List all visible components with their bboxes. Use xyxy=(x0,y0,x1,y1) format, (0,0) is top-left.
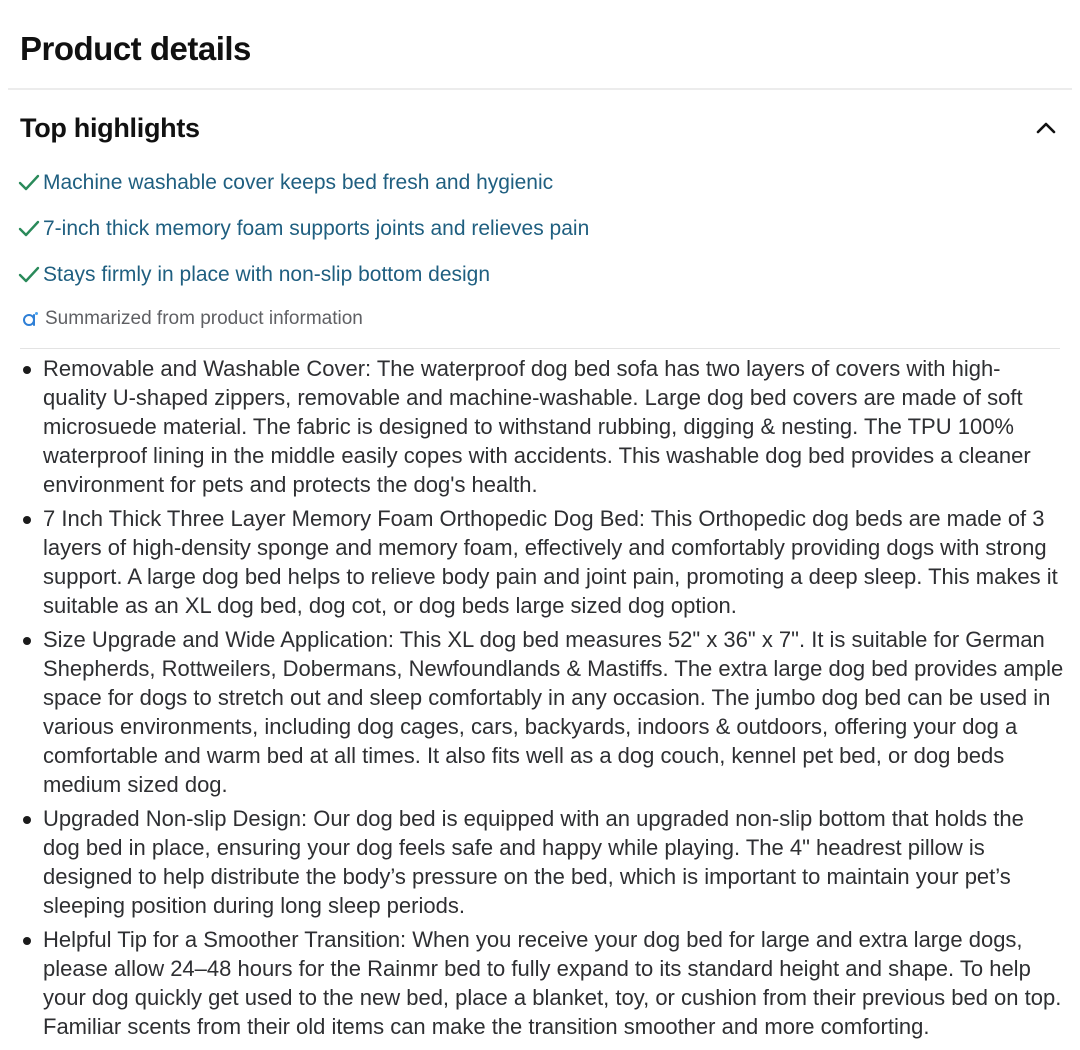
highlight-item xyxy=(18,260,589,290)
product-details-list xyxy=(0,354,1064,1046)
title-divider xyxy=(8,88,1072,90)
top-highlights-toggle[interactable] xyxy=(20,108,1060,148)
highlight-text: 7-inch thick memory foam supports joints and relieves pain xyxy=(43,217,590,240)
chevron-up-icon[interactable] xyxy=(1036,118,1056,138)
highlights-list xyxy=(18,168,589,306)
bullet-icon xyxy=(23,366,31,374)
ai-sparkle-icon xyxy=(20,309,40,329)
check-icon xyxy=(18,172,40,194)
detail-item xyxy=(0,804,1064,920)
check-icon xyxy=(18,264,40,286)
detail-text: Helpful Tip for a Smoother Transition: When you receive your dog bed for large and extra large dogs, please allow 24–48 hours for the Rainmr bed to fully expand to its standard height and shape. To help your dog quickly get used to the new bed, place a blanket, toy, or cushion from their previous bed on top. Familiar scents from their old items can make the transition smoother and more comforting. xyxy=(43,927,1062,1039)
detail-item xyxy=(0,625,1064,799)
detail-text: 7 Inch Thick Three Layer Memory Foam Orthopedic Dog Bed: This Orthopedic dog beds are made of 3 layers of high-density sponge and memory foam, effectively and comfortably providing dogs with strong support. A large dog bed helps to relieve body pain and joint pain, promoting a deep sleep. This makes it suitable as an XL dog bed, dog cot, or dog beds large sized dog option. xyxy=(43,506,1058,618)
detail-text: Size Upgrade and Wide Application: This XL dog bed measures 52" x 36" x 7". It is suitable for German Shepherds, Rottweilers, Dobermans, Newfoundlands & Mastiffs. The extra large dog bed provides ample space for dogs to stretch out and sleep comfortably in any occasion. The jumbo dog bed can be used in various environments, including dog cages, cars, backyards, indoors & outdoors, offering your dog a comfortable and warm bed at all times. It also fits well as a dog couch, kennel pet bed, or dog beds medium sized dog. xyxy=(43,627,1064,797)
bullet-icon xyxy=(23,816,31,824)
detail-item xyxy=(0,354,1064,499)
section-divider xyxy=(20,348,1060,349)
bullet-icon xyxy=(23,516,31,524)
summary-text: Summarized from product information xyxy=(45,308,363,329)
bullet-icon xyxy=(23,937,31,945)
summary-note xyxy=(20,305,363,333)
page-title: Product details xyxy=(20,30,251,67)
detail-text: Upgraded Non-slip Design: Our dog bed is equipped with an upgraded non-slip bottom that holds the dog bed in place, ensuring your dog feels safe and happy while playing. The 4" headrest pillow is designed to help distribute the body’s pressure on the bed, which is important to maintain your pet’s sleeping position during long sleep periods. xyxy=(43,806,1024,918)
highlight-text: Stays firmly in place with non-slip bottom design xyxy=(43,263,491,286)
check-icon xyxy=(18,218,40,240)
highlight-item xyxy=(18,168,589,198)
detail-item xyxy=(0,925,1064,1041)
highlight-text: Machine washable cover keeps bed fresh and hygienic xyxy=(43,171,554,194)
detail-item xyxy=(0,504,1064,620)
detail-text: Removable and Washable Cover: The waterproof dog bed sofa has two layers of covers with high-quality U-shaped zippers, removable and machine-washable. Large dog bed covers are made of soft microsuede material. The fabric is designed to withstand rubbing, digging & nesting. The TPU 100% waterproof lining in the middle easily copes with accidents. This washable dog bed provides a cleaner environment for pets and protects the dog's health. xyxy=(43,356,1031,497)
section-title: Top highlights xyxy=(20,112,200,143)
highlight-item xyxy=(18,214,589,244)
bullet-icon xyxy=(23,637,31,645)
